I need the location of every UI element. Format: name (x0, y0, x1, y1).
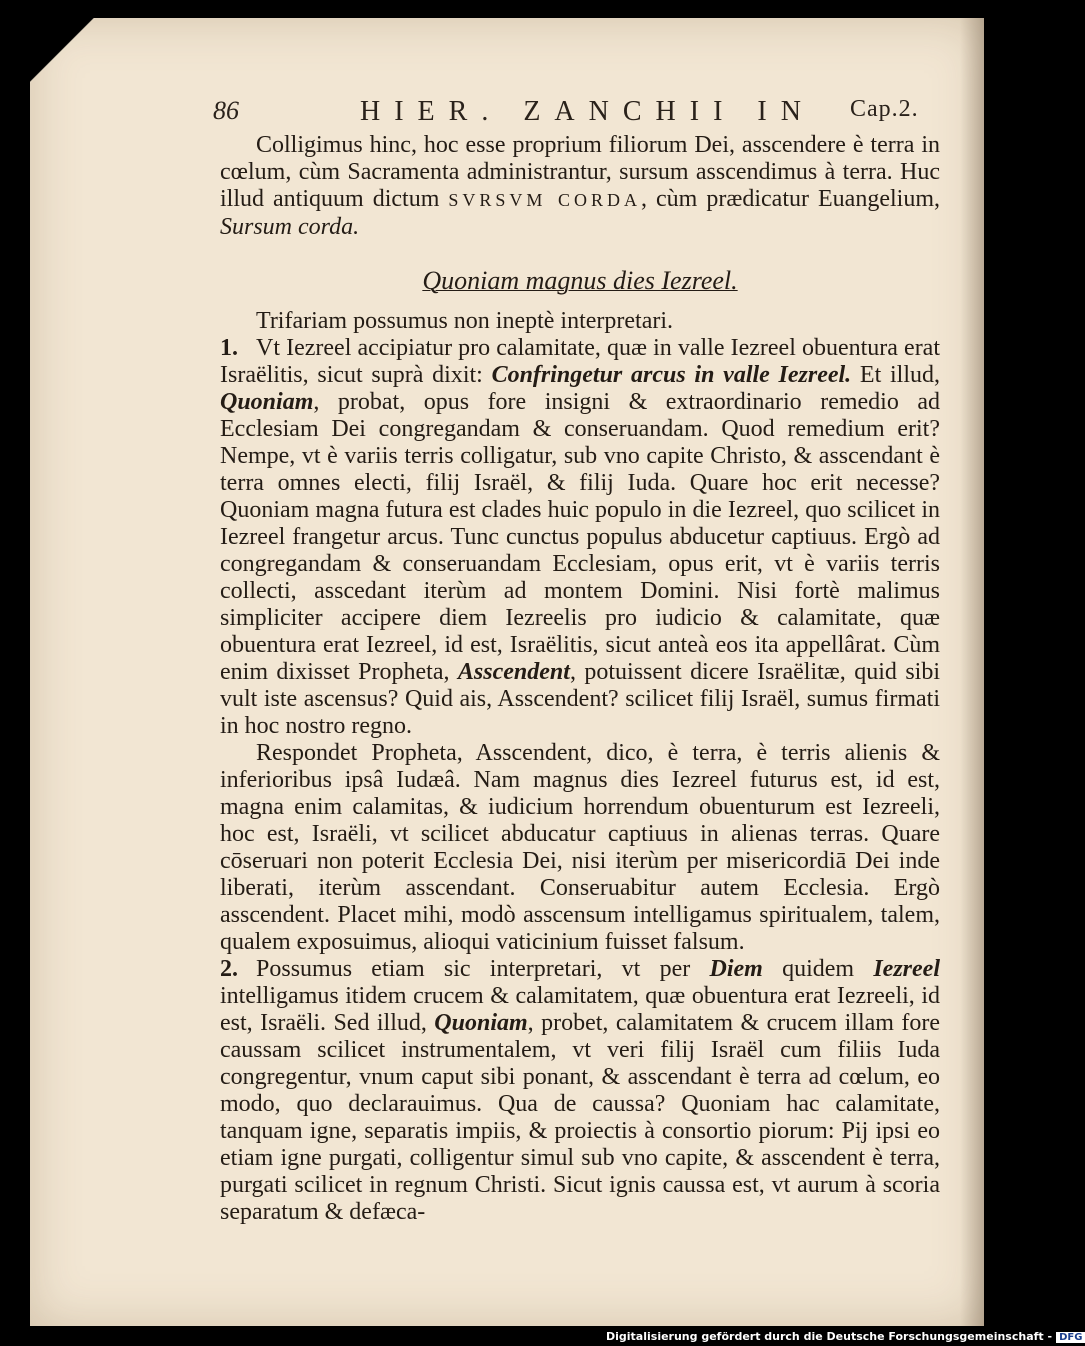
italic-quote-1: Confringetur arcus in valle Iezreel. (491, 362, 852, 388)
book-page (30, 18, 984, 1326)
page-number: 86 (213, 96, 239, 125)
running-header (30, 96, 984, 130)
item-number-2: 2. (220, 956, 238, 982)
page-gutter-shadow (960, 18, 984, 1326)
italic-word-quoniam: Quoniam (434, 1010, 528, 1036)
digitization-credit (606, 1330, 1085, 1343)
paragraph-5 (220, 956, 940, 1226)
paragraph-3 (220, 335, 940, 740)
paragraph-5-text-c: intelligamus itidem crucem & calamitatem, quæ obuentura erat Iezreeli, id est, Israëli. Sed illud, (220, 983, 940, 1036)
small-caps-phrase: SVRSVM CORDA (448, 190, 641, 210)
credit-text: Digitalisierung gefördert durch die Deutsche Forschungsgemeinschaft - (606, 1330, 1053, 1343)
italic-quote-2: Quoniam (220, 389, 314, 415)
chapter-label: Cap.2. (850, 96, 919, 122)
italic-quote-3: Asscendent (457, 659, 570, 685)
italic-word-diem: Diem (709, 956, 763, 982)
paragraph-1 (220, 132, 940, 241)
running-title: HIER. ZANCHII IN (360, 96, 815, 127)
paragraph-3-text-d: , potuissent dicere Israëlitæ, quid sibi vult iste ascensus? Quid ais, Asscendent? scilicet filij Israël, sumus firmati in hoc nostro regno. (220, 659, 941, 739)
paragraph-5-text-a: Possumus etiam sic interpretari, vt per (256, 956, 710, 982)
paragraph-3-text-a: Vt Iezreel accipiatur pro calamitate, quæ in valle Iezreel obuentura erat Israëlitis, sicut suprà dixit: (220, 335, 940, 388)
paragraph-3-text-b: Et illud, (851, 362, 940, 388)
paragraph-3-text-c: , probat, opus fore insigni & extraordinario remedio ad Ecclesiam Dei congregandam & conseruandam. Quod remedium erit? Nempe, vt è variis terris colligatur, sub vno capite Christo, & asscendant è terra omnes electi, filij Israël, & filij Iuda. Quare hoc erit necesse? Quoniam magna futura est clades huic populo in die Iezreel, quo scilicet in Iezreel frangetur arcus. Tunc cunctus populus abducetur captiuus. Ergò ad congregandam & conseruandam Ecclesiam, opus erit, vt è variis terris collecti, asscedant iterùm ad montem Domini. Nisi fortè malimus simpliciter accipere diem Iezreelis pro iudicio & calamitate, quæ obuentura erat Iezreel, id est, Israëlitis, sicut anteà eos ita appellârat. Cùm enim dixisset Propheta, (220, 389, 940, 685)
paragraph-1-text-a: Colligimus hinc, hoc esse proprium filiorum Dei, asscendere è terra in cœlum, cùm Sacramenta administrantur, sursum asscendimus à terra. Huc illud antiquum dictum (220, 132, 940, 212)
section-heading: Quoniam magnus dies Iezreel. (422, 266, 738, 295)
italic-word-iezreel: Iezreel (873, 956, 940, 982)
body-text (220, 132, 940, 1226)
dfg-logo: DFG (1056, 1332, 1085, 1343)
paragraph-5-text-b: quidem (762, 956, 874, 982)
paragraph-4: Respondet Propheta, Asscendent, dico, è terra, è terris alienis & inferioribus ipsâ Iudæâ. Nam magnus dies Iezreel futurus est, id est, magna enim calamitas, & iudicium horrendum obuenturum est Iezreeli, hoc est, Israëli, vt scilicet abducatur captiuus in alienas terras. Quare cōseruari non poterit Ecclesia Dei, nisi iterùm per misericordiā Dei inde liberati, iterùm asscendant. Conseruabitur autem Ecclesia. Ergò asscendent. Placet mihi, modò asscensum intelligamus spiritualem, talem, qualem exposuimus, alioqui vaticinium fuisset falsum. (220, 740, 940, 955)
italic-phrase: Sursum corda. (220, 214, 360, 240)
paragraph-1-text-b: , cùm prædicatur Euangelium, (640, 186, 940, 212)
item-number-1: 1. (220, 335, 238, 361)
paragraph-5-text-d: , probet, calamitatem & crucem illam fore caussam scilicet instrumentalem, vt veri filij Israël cum filiis Iuda congregentur, vnum caput sibi ponant, & asscendant è terra ad cœlum, eo modo, quo declarauimus. Qua de caussa? Quoniam hac calamitate, tanquam igne, separatis impiis, & proiectis à consortio piorum: Pij ipsi eo etiam igne purgati, colligentur simul sub vno capite, & asscendent è terra, purgati scilicet in regnum Christi. Sicut ignis caussa est, vt aurum à scoria separatum & defæca- (220, 1010, 940, 1225)
paragraph-2: Trifariam possumus non ineptè interpretari. (256, 308, 674, 334)
